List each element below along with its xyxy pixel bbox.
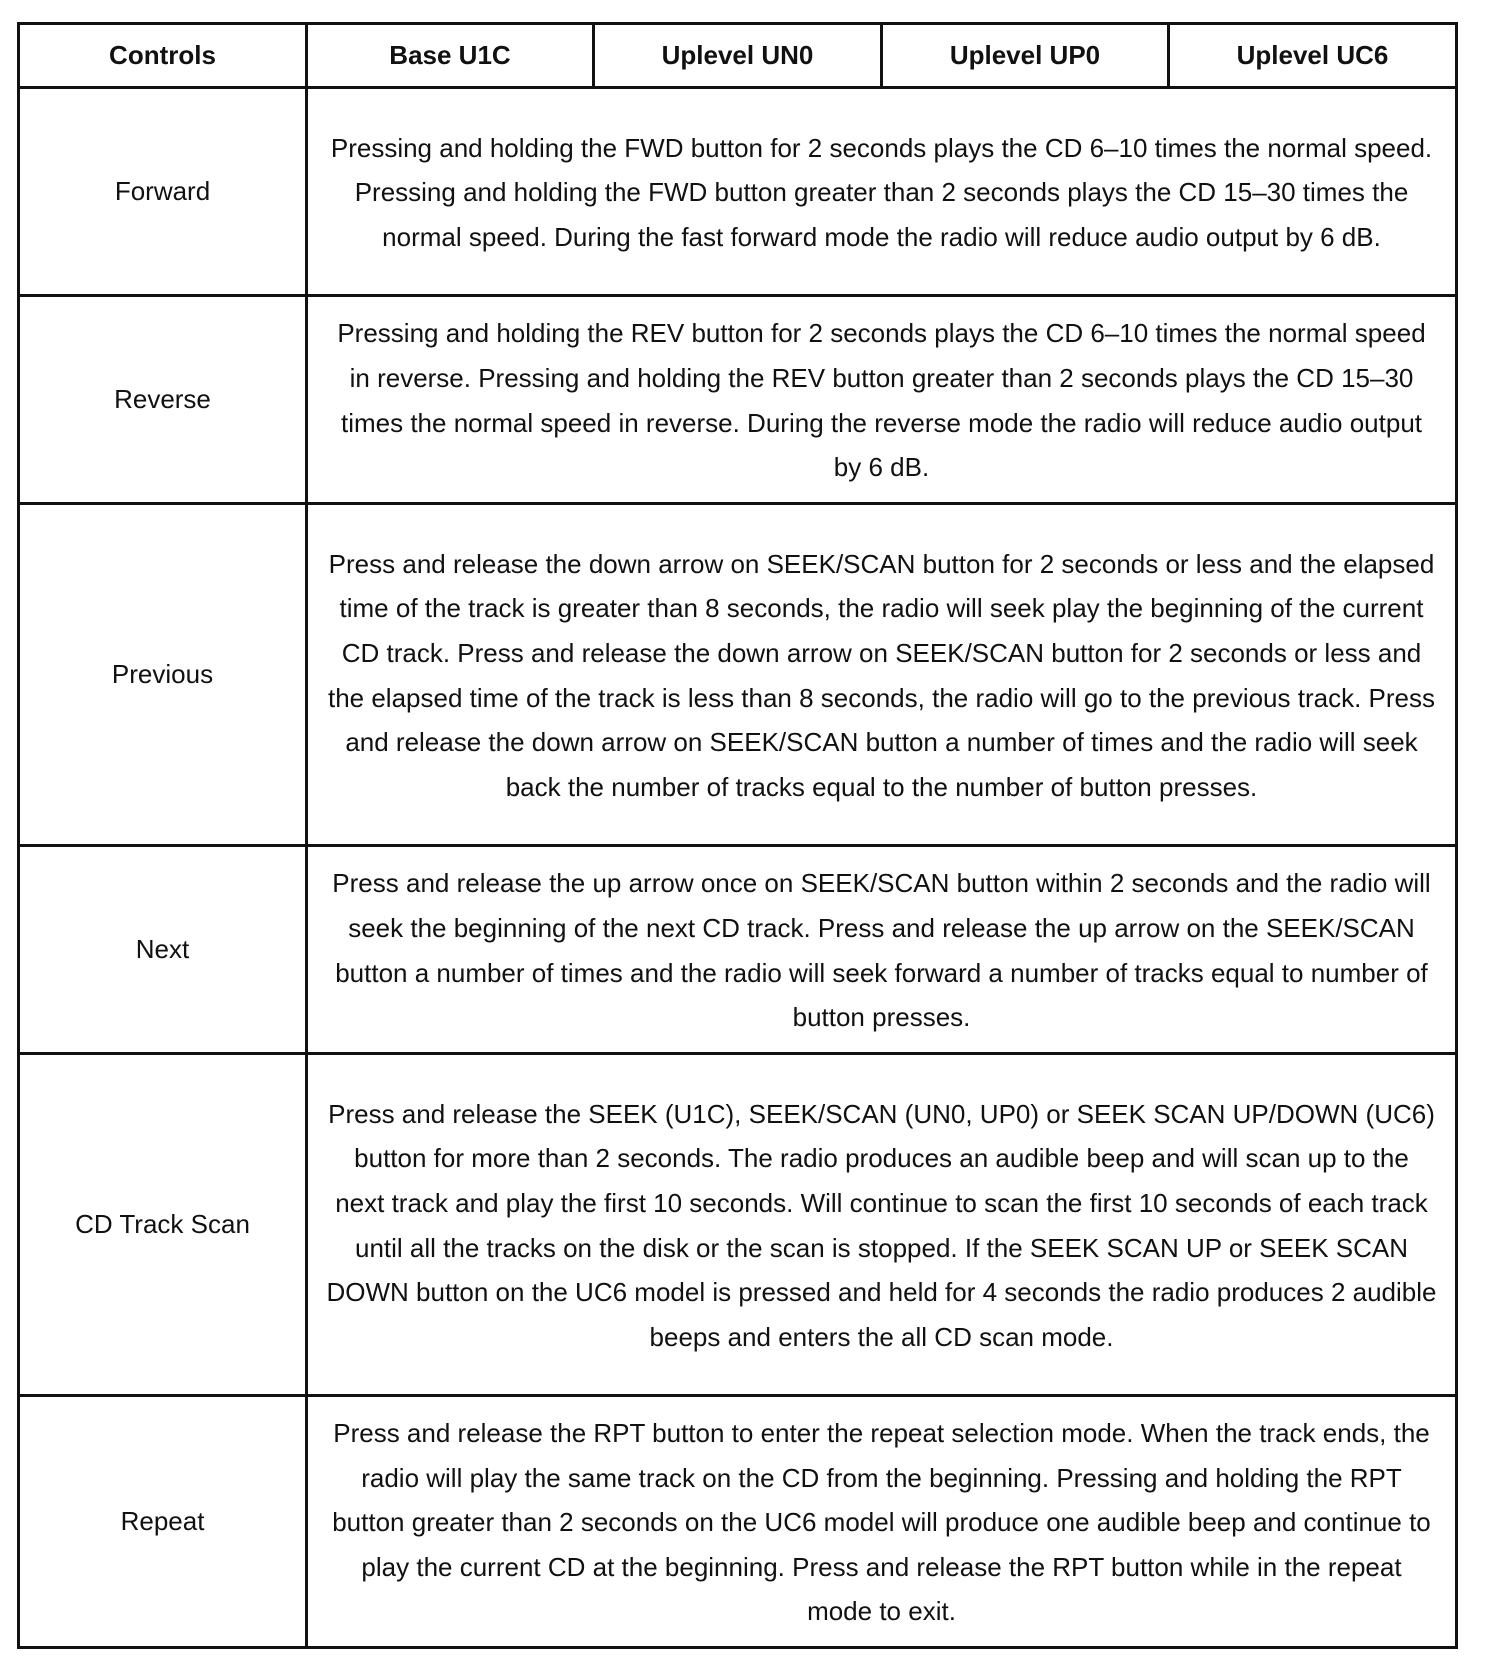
table-row (19, 1396, 1457, 1648)
row-control-repeat: Repeat (19, 1396, 307, 1648)
header-base-u1c: Base U1C (307, 24, 594, 88)
table-row (19, 1054, 1457, 1396)
table-row (19, 296, 1457, 504)
row-description-reverse: Pressing and holding the REV button for 2 seconds plays the CD 6–10 times the normal speed in reverse. Pressing and holding the REV button greater than 2 seconds plays the CD 15–30 times the normal speed in reverse. During the reverse mode the radio will reduce audio output by 6 dB. (307, 296, 1457, 504)
header-row (19, 24, 1457, 88)
controls-table (17, 22, 1458, 1649)
row-control-next: Next (19, 846, 307, 1054)
header-controls: Controls (19, 24, 307, 88)
table-row (19, 504, 1457, 846)
row-control-previous: Previous (19, 504, 307, 846)
table-row (19, 88, 1457, 296)
header-uplevel-uc6: Uplevel UC6 (1169, 24, 1457, 88)
row-description-forward: Pressing and holding the FWD button for 2 seconds plays the CD 6–10 times the normal speed. Pressing and holding the FWD button greater than 2 seconds plays the CD 15–30 times the normal speed. During the fast forward mode the radio will reduce audio output by 6 dB. (307, 88, 1457, 296)
row-description-cd-track-scan: Press and release the SEEK (U1C), SEEK/SCAN (UN0, UP0) or SEEK SCAN UP/DOWN (UC6) button for more than 2 seconds. The radio produces an audible beep and will scan up to the next track and play the first 10 seconds. Will continue to scan the first 10 seconds of each track until all the tracks on the disk or the scan is stopped. If the SEEK SCAN UP or SEEK SCAN DOWN button on the UC6 model is pressed and held for 4 seconds the radio produces 2 audible beeps and enters the all CD scan mode. (307, 1054, 1457, 1396)
header-uplevel-un0: Uplevel UN0 (594, 24, 882, 88)
row-control-cd-track-scan: CD Track Scan (19, 1054, 307, 1396)
row-control-forward: Forward (19, 88, 307, 296)
table-row (19, 846, 1457, 1054)
header-uplevel-up0: Uplevel UP0 (882, 24, 1169, 88)
row-description-next: Press and release the up arrow once on SEEK/SCAN button within 2 seconds and the radio will seek the beginning of the next CD track. Press and release the up arrow on the SEEK/SCAN button a number of times and the radio will seek forward a number of tracks equal to number of button presses. (307, 846, 1457, 1054)
row-description-previous: Press and release the down arrow on SEEK/SCAN button for 2 seconds or less and the elapsed time of the track is greater than 8 seconds, the radio will seek play the beginning of the current CD track. Press and release the down arrow on SEEK/SCAN button for 2 seconds or less and the elapsed time of the track is less than 8 seconds, the radio will go to the previous track. Press and release the down arrow on SEEK/SCAN button a number of times and the radio will seek back the number of tracks equal to the number of button presses. (307, 504, 1457, 846)
row-control-reverse: Reverse (19, 296, 307, 504)
row-description-repeat: Press and release the RPT button to enter the repeat selection mode. When the track ends, the radio will play the same track on the CD from the beginning. Pressing and holding the RPT button greater than 2 seconds on the UC6 model will produce one audible beep and continue to play the current CD at the beginning. Press and release the RPT button while in the repeat mode to exit. (307, 1396, 1457, 1648)
